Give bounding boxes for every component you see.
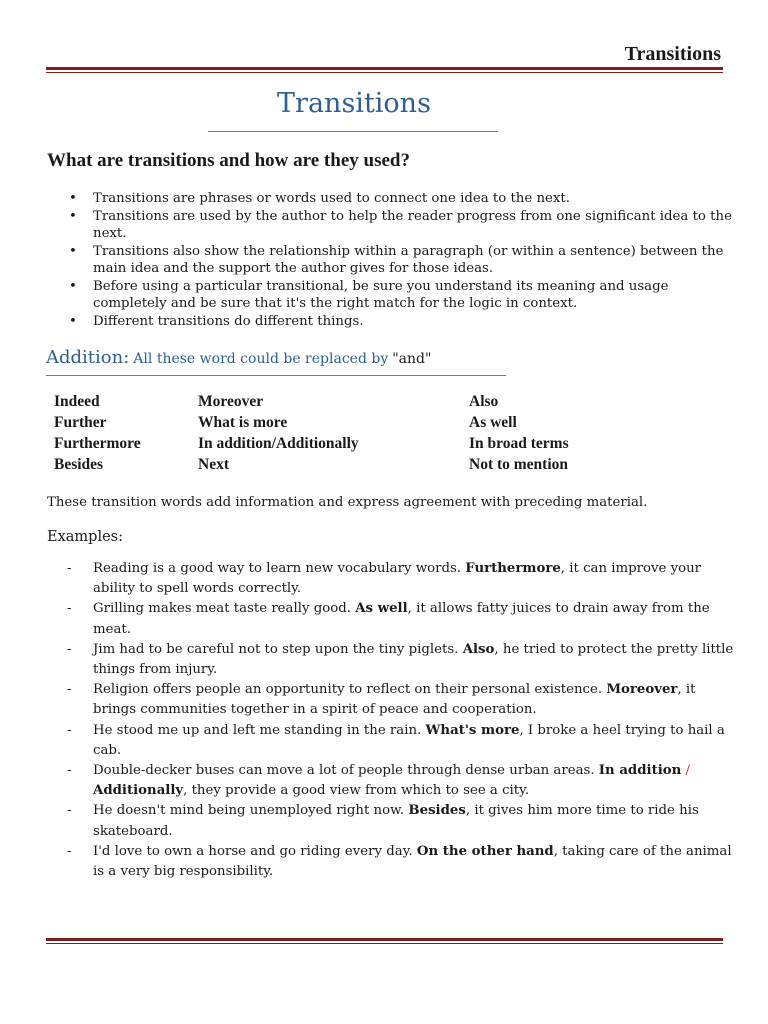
bullet-icon: • <box>69 191 77 206</box>
table-cell: Furthermore <box>54 435 141 452</box>
addition-underline <box>46 375 506 376</box>
table-cell: In broad terms <box>469 435 569 452</box>
summary-paragraph: These transition words add information and express agreement with preceding material. <box>47 495 648 510</box>
list-item: • Transitions also show the relationship within a paragraph (or within a sentence) between the main idea and the support the author gives for those ideas. <box>69 243 724 276</box>
list-item: - He stood me up and left me standing in the rain. What's more, I broke a heel trying to hail a cab. <box>67 722 725 758</box>
dash-icon: - <box>67 561 72 576</box>
dash-icon: - <box>67 803 72 819</box>
examples-heading: Examples: <box>47 529 123 545</box>
list-item: • Transitions are used by the author to help the reader progress from one significant idea to the next. <box>69 208 732 241</box>
list-item: • Transitions are phrases or words used to connect one idea to the next. <box>69 191 570 206</box>
list-item: - Double-decker buses can move a lot of people through dense urban areas. In addition / Additionally, they provide a good view from which to see a city. <box>67 763 691 799</box>
table-cell: Next <box>198 456 229 473</box>
bullet-icon: • <box>69 313 77 329</box>
addition-quote: "and" <box>392 351 432 367</box>
dash-icon: - <box>67 601 72 617</box>
list-item: - Grilling makes meat taste really good. As well, it allows fatty juices to drain away from the meat. <box>67 601 710 637</box>
dash-icon: - <box>67 641 72 657</box>
table-row <box>48 456 669 477</box>
table-row <box>48 414 669 435</box>
table-cell: Besides <box>54 456 104 473</box>
list-item: • Before using a particular transitional, be sure you understand its meaning and usage completely and be sure that it's the right match for the logic in context. <box>69 278 669 311</box>
table-row <box>48 393 669 414</box>
addition-label: Addition: <box>46 347 130 368</box>
list-item: - Jim had to be careful not to step upon the tiny piglets. Also, he tried to protect the pretty little things from injury. <box>67 641 734 678</box>
table-cell: Indeed <box>54 393 100 410</box>
table-cell: In addition/Additionally <box>198 435 359 452</box>
examples-list <box>46 559 736 882</box>
dash-icon: - <box>67 682 72 698</box>
section-heading: What are transitions and how are they used? <box>47 150 410 171</box>
dash-icon: - <box>67 843 72 859</box>
addition-heading <box>46 347 431 368</box>
list-item: • Different transitions do different things. <box>69 313 364 329</box>
bullet-list <box>46 190 736 330</box>
list-item: - Religion offers people an opportunity to reflect on their personal existence. Moreover, it brings communities together in a spirit of peace and cooperation. <box>67 682 696 718</box>
table-cell: Also <box>469 393 499 410</box>
header-rule <box>46 67 723 73</box>
bullet-icon: • <box>69 243 77 259</box>
document-title: Transitions <box>277 88 431 119</box>
bullet-icon: • <box>69 278 77 294</box>
addition-note: All these word could be replaced by <box>133 351 389 367</box>
title-underline <box>208 131 498 132</box>
dash-icon: - <box>67 722 72 738</box>
list-item: - I'd love to own a horse and go riding every day. On the other hand, taking care of the animal is a very big responsibility. <box>67 843 732 880</box>
table-cell: As well <box>469 414 517 431</box>
table-cell: Not to mention <box>469 456 569 473</box>
table-cell: Further <box>54 414 107 431</box>
running-header-title: Transitions <box>624 43 721 65</box>
table-cell: Moreover <box>198 393 264 410</box>
footer-rule <box>46 938 723 944</box>
list-item: - He doesn't mind being unemployed right now. Besides, it gives him more time to ride his skateboard. <box>67 803 699 839</box>
transition-words-table <box>48 393 669 477</box>
dash-icon: - <box>67 763 72 779</box>
bullet-icon: • <box>69 208 77 224</box>
table-row <box>48 435 669 456</box>
list-item: - Reading is a good way to learn new vocabulary words. Furthermore, it can improve your ability to spell words correctly. <box>67 561 702 597</box>
table-cell: What is more <box>198 414 288 431</box>
